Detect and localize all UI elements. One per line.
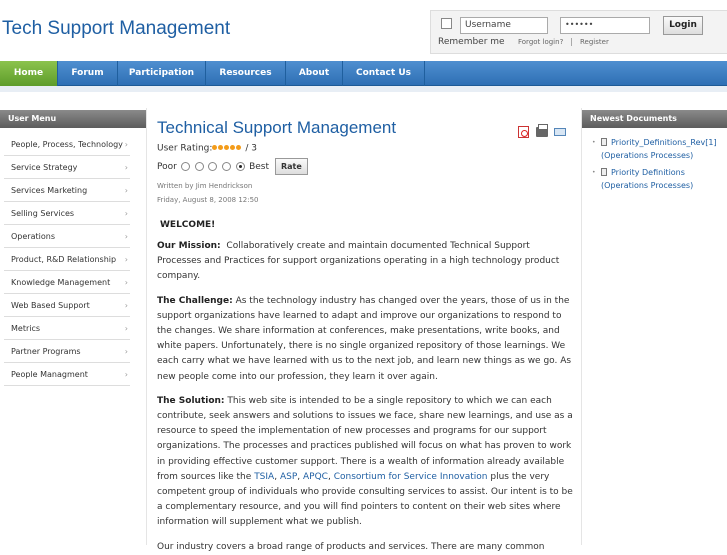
remember-checkbox[interactable]	[441, 18, 452, 29]
menu-item-label: Metrics	[11, 324, 41, 333]
rate-button[interactable]: Rate	[275, 158, 308, 175]
star-icon	[212, 145, 217, 150]
chevron-right-icon: ›	[124, 163, 128, 172]
menu-item-metrics[interactable]	[4, 317, 130, 340]
article-author: Written by Jim Hendrickson	[157, 182, 253, 190]
challenge-text: As the technology industry has changed over the years, those of us in the support organizations have learned to adapt and improve our organizations to respond to the changes. We share information at conferences, make presentations, write books, and white papers. Unfortunately, there is no single organized repository of those learnings. We each carry what we have learned with us to the next job, and learn new things as we go. As new people come into our profession, they learn it over again.	[157, 295, 572, 382]
tsia-link[interactable]: TSIA	[254, 471, 275, 482]
menu-item-label: Operations	[11, 232, 55, 241]
chevron-right-icon: ›	[124, 278, 128, 287]
comma: ,	[327, 471, 331, 482]
chevron-right-icon: ›	[124, 324, 128, 333]
star-icon	[218, 145, 223, 150]
consortium-link[interactable]: Consortium for Service Innovation	[333, 471, 488, 482]
list-item[interactable]	[592, 136, 722, 162]
menu-item-services-marketing[interactable]	[4, 179, 130, 202]
chevron-right-icon: ›	[124, 209, 128, 218]
right-column-divider	[581, 108, 582, 545]
menu-item-product-rd-relationship[interactable]	[4, 248, 130, 271]
nav-contact-us[interactable]: Contact Us	[343, 61, 425, 86]
industry-paragraph: Our industry covers a broad range of products and services. There are many common	[157, 541, 545, 552]
menu-item-partner-programs[interactable]	[4, 340, 130, 363]
menu-item-label: Product, R&D Relationship	[11, 255, 117, 264]
menu-item-people-process-technology[interactable]	[4, 133, 130, 156]
main-nav	[0, 61, 727, 86]
forgot-login-link[interactable]: Forgot login?	[518, 38, 564, 46]
vote-best-label: Best	[249, 162, 270, 172]
mission-label: Our Mission:	[157, 241, 221, 251]
mission-text: Collaboratively create and maintain documented Technical Support Processes and Practices for support organizations operating in a high technology product company.	[157, 241, 560, 282]
welcome-heading: WELCOME!	[160, 220, 216, 230]
chevron-right-icon: ›	[124, 347, 128, 356]
menu-item-label: People, Process, Technology	[11, 140, 123, 149]
email-icon[interactable]	[554, 128, 566, 136]
password-input[interactable]: ••••••	[560, 17, 650, 34]
user-menu-title: User Menu	[0, 110, 146, 128]
challenge-label: The Challenge:	[157, 295, 233, 306]
menu-item-web-based-support[interactable]	[4, 294, 130, 317]
article	[157, 118, 577, 555]
vote-radio-3[interactable]	[208, 162, 217, 171]
chevron-right-icon: ›	[124, 186, 128, 195]
menu-item-label: Partner Programs	[11, 347, 81, 356]
nav-forum[interactable]: Forum	[58, 61, 118, 86]
article-title[interactable]: Technical Support Management	[157, 118, 397, 137]
mission-paragraph	[157, 239, 577, 285]
nav-participation[interactable]: Participation	[118, 61, 206, 86]
document-name[interactable]: Priority Definitions	[611, 168, 685, 177]
login-button[interactable]: Login	[663, 16, 703, 35]
menu-item-service-strategy[interactable]	[4, 156, 130, 179]
chevron-right-icon: ›	[124, 370, 128, 379]
solution-label: The Solution:	[157, 395, 225, 406]
article-date: Friday, August 8, 2008 12:50	[157, 196, 259, 204]
star-icon	[236, 145, 241, 150]
menu-item-operations[interactable]	[4, 225, 130, 248]
menu-item-label: People Managment	[11, 370, 88, 379]
nav-shadow	[0, 86, 727, 92]
rating-label: User Rating:	[157, 143, 213, 154]
solution-text-1: This web site is intended to be a single repository to which we can each contribute, seek answers and solutions to issues we face, share new learnings, and use as a resource to speed the implementation of new processes and programs for our support organizations. The processes and practices published will focus on what has proven to work in providing effective customer support. There is a wealth of information already available from sources like the	[157, 395, 573, 482]
bullet: •	[592, 169, 596, 176]
star-icon	[230, 145, 235, 150]
print-icon[interactable]	[536, 127, 548, 137]
newest-documents-title: Newest Documents	[582, 110, 727, 128]
document-name[interactable]: Priority_Definitions_Rev[1]	[611, 138, 717, 147]
newest-documents-list	[592, 136, 722, 196]
rating-count: / 3	[245, 143, 257, 154]
username-input[interactable]: Username	[460, 17, 548, 34]
user-rating	[157, 141, 577, 155]
chevron-right-icon: ›	[124, 301, 128, 310]
apqc-link[interactable]: APQC	[303, 471, 328, 482]
comma: ,	[297, 471, 301, 482]
solution-paragraph	[157, 394, 577, 531]
document-icon	[601, 138, 607, 146]
solution-text-2: plus the very competent group of individuals who provide consulting services to assist. Our intent is to be a complementary resource, and you will find pointers to content on their web sites where information will supplement what we publish.	[157, 471, 573, 528]
login-links-separator: |	[570, 37, 573, 46]
nav-home[interactable]: Home	[0, 61, 58, 86]
document-category[interactable]: (Operations Processes)	[601, 151, 694, 160]
menu-item-selling-services[interactable]	[4, 202, 130, 225]
user-menu	[0, 133, 146, 386]
left-column-divider	[146, 108, 147, 545]
chevron-right-icon: ›	[124, 140, 128, 149]
nav-about[interactable]: About	[286, 61, 343, 86]
list-item[interactable]	[592, 166, 722, 192]
pdf-icon[interactable]	[518, 126, 529, 138]
chevron-right-icon: ›	[124, 255, 128, 264]
star-icon	[224, 145, 229, 150]
menu-item-label: Services Marketing	[11, 186, 88, 195]
menu-item-knowledge-management[interactable]	[4, 271, 130, 294]
remember-me-label: Remember me	[438, 37, 505, 47]
menu-item-label: Selling Services	[11, 209, 75, 218]
document-icon	[601, 168, 607, 176]
chevron-right-icon: ›	[124, 232, 128, 241]
vote-radio-2[interactable]	[195, 162, 204, 171]
vote-poor-label: Poor	[157, 162, 177, 172]
menu-item-label: Knowledge Management	[11, 278, 111, 287]
site-title[interactable]: Tech Support Management	[2, 18, 231, 39]
register-link[interactable]: Register	[580, 38, 609, 46]
menu-item-people-managment[interactable]	[4, 363, 130, 386]
login-box	[430, 10, 727, 54]
asp-link[interactable]: ASP	[279, 471, 298, 482]
menu-item-label: Web Based Support	[11, 301, 90, 310]
menu-item-label: Service Strategy	[11, 163, 78, 172]
challenge-paragraph	[157, 294, 577, 385]
document-category[interactable]: (Operations Processes)	[601, 181, 694, 190]
nav-resources[interactable]: Resources	[206, 61, 286, 86]
vote-form	[157, 158, 577, 176]
vote-radio-4[interactable]	[222, 162, 231, 171]
rating-stars	[212, 141, 242, 155]
comma: ,	[274, 471, 278, 482]
vote-radio-5[interactable]	[236, 162, 245, 171]
bullet: •	[592, 139, 596, 146]
vote-radio-1[interactable]	[181, 162, 190, 171]
